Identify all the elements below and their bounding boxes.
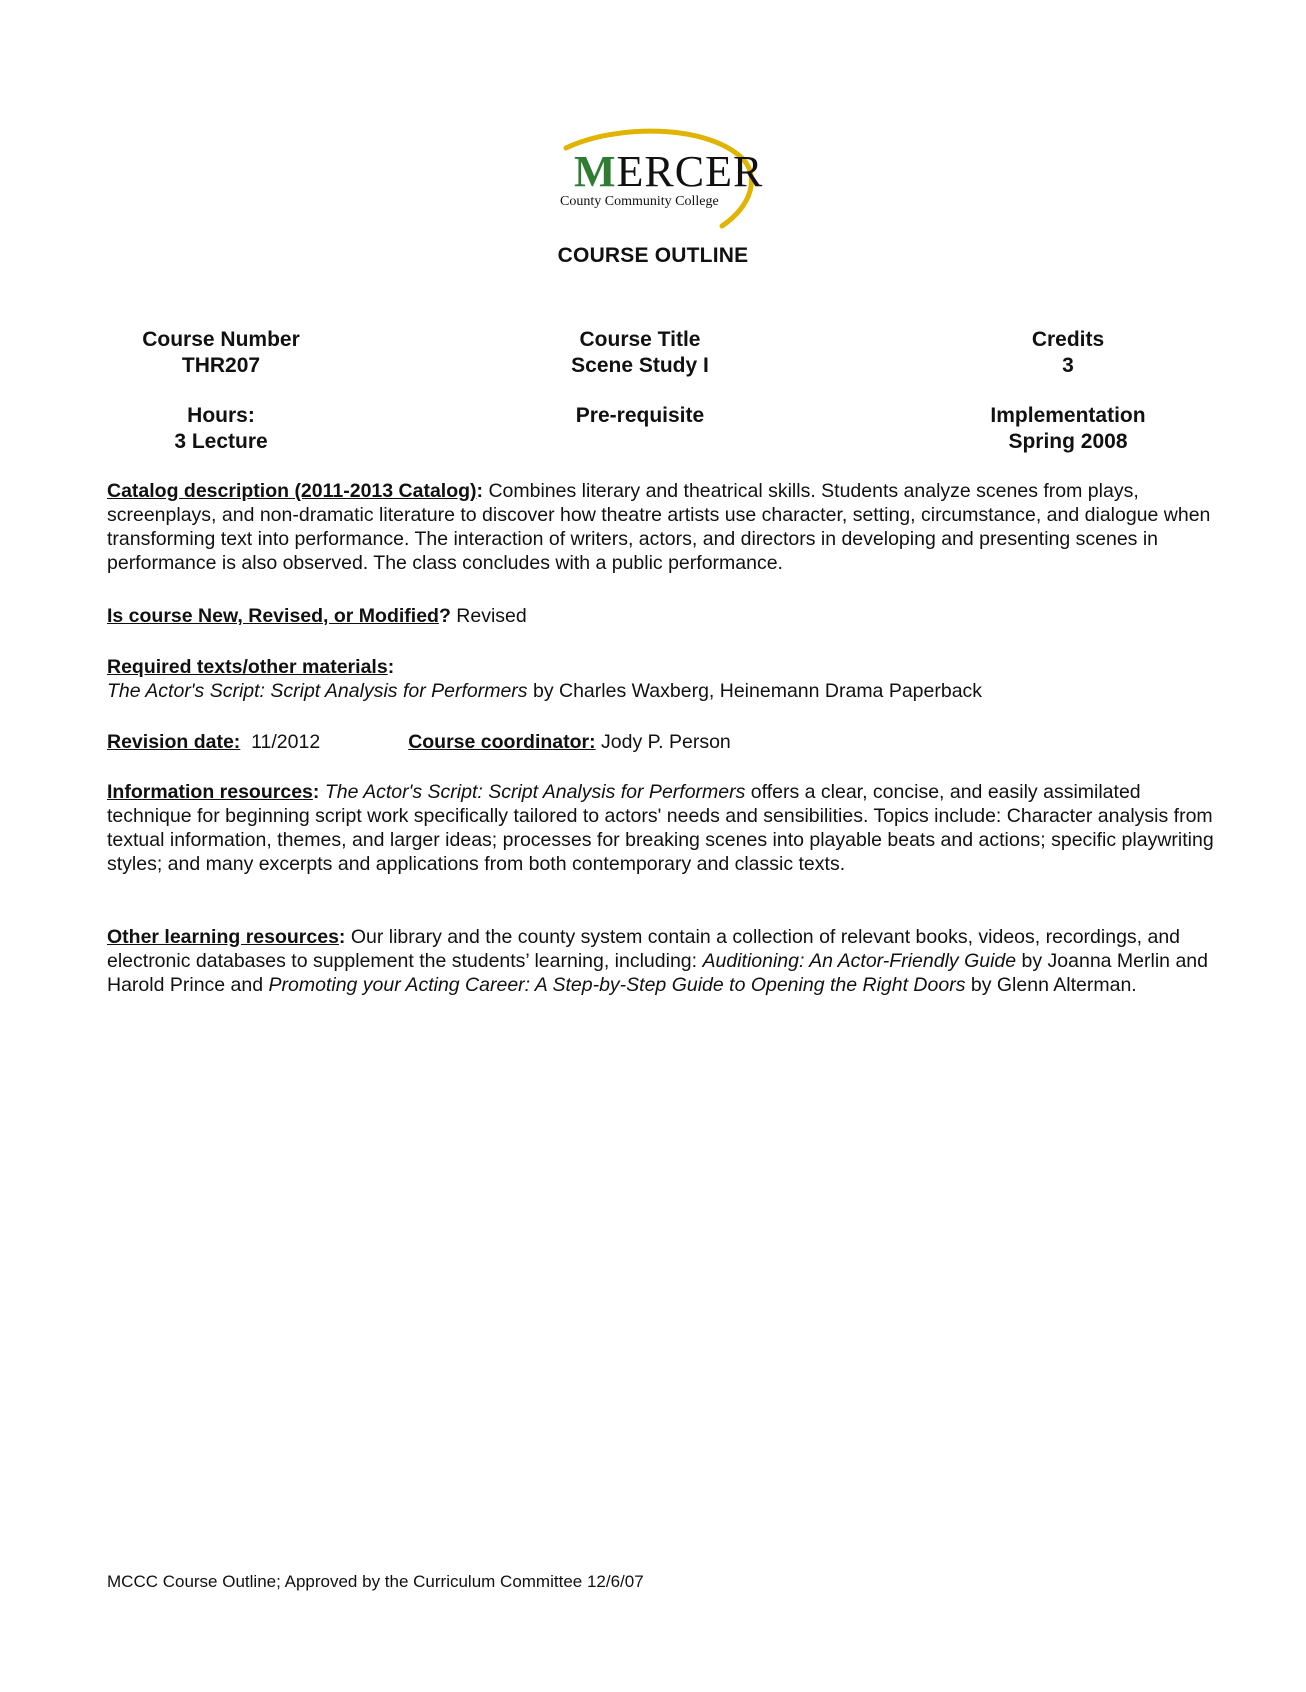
hours-label: Hours: [187, 404, 255, 427]
implementation-block [918, 403, 1218, 455]
coordinator-label: Course coordinator: [408, 731, 596, 753]
required-texts: Required texts/other materials: The Actor's Script: Script Analysis for Performers by Charles Waxberg, Heinemann Drama Paperback [107, 656, 983, 702]
course-number-label: Course Number [142, 328, 300, 351]
other-resources-label: Other learning resources [107, 926, 339, 948]
credits-block [918, 327, 1218, 379]
info-resources-book-title: The Actor's Script: Script Analysis for Performers [324, 781, 746, 803]
other-resources-text-3: by Glenn Alterman. [970, 974, 1137, 996]
course-title-value: Scene Study I [571, 354, 709, 377]
other-resources-book-1: Auditioning: An Actor-Friendly Guide [702, 950, 1017, 972]
page-title: COURSE OUTLINE [557, 244, 749, 267]
logo-initial: M [574, 147, 617, 196]
course-number-value: THR207 [181, 354, 261, 377]
logo-wordmark [574, 147, 764, 196]
prerequisite-block [490, 403, 790, 429]
course-title-label: Course Title [579, 328, 701, 351]
hours-value: 3 Lecture [174, 430, 268, 453]
course-status: Is course New, Revised, or Modified? Revised [107, 605, 527, 627]
required-label: Required texts/other materials [107, 656, 388, 678]
other-resources-text-2: by Joanna Merlin and Harold Prince and [107, 950, 1208, 996]
revision-row [107, 730, 1217, 754]
revision-date-value: 11/2012 [251, 731, 321, 753]
implementation-value: Spring 2008 [1008, 430, 1128, 453]
course-number-block [71, 327, 371, 379]
other-resources-book-2: Promoting your Acting Career: A Step-by-Step Guide to Opening the Right Doors [268, 974, 966, 996]
status-label: Is course New, Revised, or Modified [107, 605, 439, 627]
hours-block [71, 403, 371, 455]
catalog-text: Combines literary and theatrical skills. Students analyze scenes from plays, screenplays, and non-dramatic literature to discover how theatre artists use character, setting, circumstance, and dialogue when transforming text into performance. The interaction of writers, actors, and directors in developing and presenting scenes in performance is also observed. The class concludes with a public performance. [107, 480, 1211, 574]
info-resources-text: offers a clear, concise, and easily assimilated technique for beginning script work specifically tailored to actors' needs and sensibilities. Topics include: Character analysis from textual information, themes, and larger ideas; processes for breaking scenes into playable beats and actions; specific playwriting styles; and many excerpts and applications from both contemporary and classic texts. [107, 781, 1214, 875]
catalog-description: Catalog description (2011-2013 Catalog): Combines literary and theatrical skills. Students analyze scenes from plays, screenplays, and non-dramatic literature to discover how theatre artists use character, setting, circumstance, and dialogue when transforming text into performance. The interaction of writers, actors, and directors in developing and presenting scenes in performance is also observed. The class concludes with a public performance. [107, 480, 1211, 574]
status-value: Revised [456, 605, 527, 627]
required-book-details: by Charles Waxberg, Heinemann Drama Paperback [532, 680, 983, 702]
catalog-label: Catalog description (2011-2013 Catalog) [107, 480, 477, 502]
college-logo [546, 128, 766, 234]
implementation-label: Implementation [990, 404, 1146, 427]
credits-value: 3 [1062, 354, 1074, 377]
course-title-block [490, 327, 790, 379]
info-resources-label: Information resources [107, 781, 313, 803]
other-learning-resources: Other learning resources: Our library and the county system contain a collection of relevant books, videos, recordings, and electronic databases to supplement the students’ learning, including: Auditioning: An Actor-Friendly Guide by Joanna Merlin and Harold Prince and Promoting your Acting Career: A Step-by-Step Guide to Opening the Right Doors by Glenn Alterman. [107, 926, 1208, 996]
revision-date-label: Revision date: [107, 731, 241, 753]
logo-subtitle: County Community College [560, 194, 719, 209]
information-resources: Information resources: The Actor's Script: Script Analysis for Performers offers a clear, concise, and easily assimilated technique for beginning script work specifically tailored to actors' needs and sensibilities. Topics include: Character analysis from textual information, themes, and larger ideas; processes for breaking scenes into playable beats and actions; specific playwriting styles; and many excerpts and applications from both contemporary and classic texts. [107, 781, 1214, 875]
prerequisite-label: Pre-requisite [575, 404, 705, 427]
other-resources-text-1: Our library and the county system contain a collection of relevant books, videos, recordings, and electronic databases to supplement the students’ learning, including: [107, 926, 1181, 972]
required-book-title: The Actor's Script: Script Analysis for Performers [107, 680, 528, 702]
coordinator-value: Jody P. Person [601, 731, 731, 753]
page-footer: MCCC Course Outline; Approved by the Curriculum Committee 12/6/07 [107, 1572, 644, 1591]
logo-letters: ERCER [616, 147, 764, 196]
credits-label: Credits [1031, 328, 1105, 351]
